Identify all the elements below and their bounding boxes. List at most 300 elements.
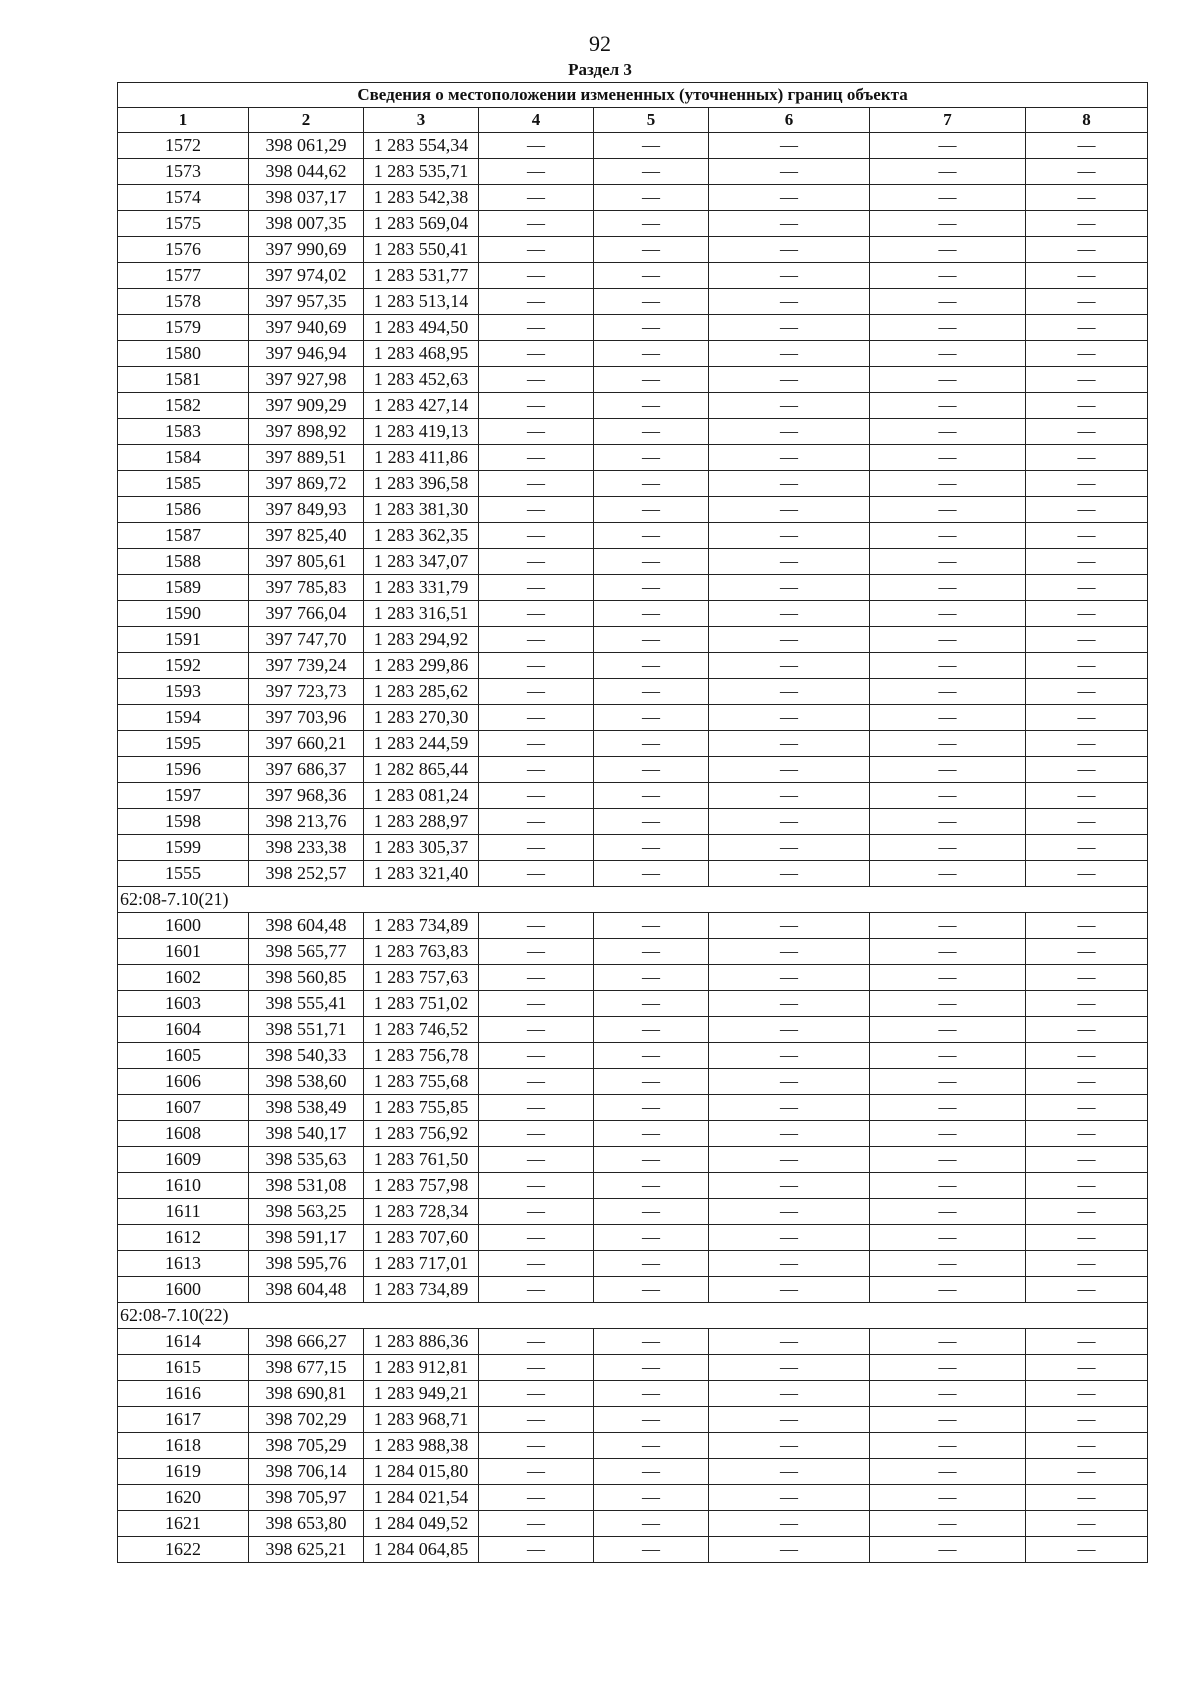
point-number-cell: 1594 [118,705,249,731]
coordinate-y-cell: 1 283 381,30 [364,497,479,523]
empty-value-cell: — [594,627,709,653]
column-number-row [118,108,1148,133]
empty-value-cell: — [479,731,594,757]
point-number-cell: 1613 [118,1251,249,1277]
point-number-cell: 1607 [118,1095,249,1121]
table-row [118,991,1148,1017]
table-caption-row [118,83,1148,108]
coordinate-x-cell: 397 909,29 [249,393,364,419]
point-number-cell: 1592 [118,653,249,679]
empty-value-cell: — [870,1225,1026,1251]
point-number-cell: 1608 [118,1121,249,1147]
empty-value-cell: — [709,1199,870,1225]
coordinate-x-cell: 398 705,97 [249,1485,364,1511]
table-row [118,341,1148,367]
coordinate-x-cell: 397 849,93 [249,497,364,523]
empty-value-cell: — [479,549,594,575]
coordinate-x-cell: 398 666,27 [249,1329,364,1355]
empty-value-cell: — [594,471,709,497]
empty-value-cell: — [594,1251,709,1277]
empty-value-cell: — [709,1095,870,1121]
table-row [118,1121,1148,1147]
empty-value-cell: — [479,185,594,211]
empty-value-cell: — [870,965,1026,991]
empty-value-cell: — [709,731,870,757]
empty-value-cell: — [870,1277,1026,1303]
table-row [118,757,1148,783]
empty-value-cell: — [1026,1381,1148,1407]
table-row [118,1199,1148,1225]
empty-value-cell: — [870,1329,1026,1355]
point-number-cell: 1604 [118,1017,249,1043]
empty-value-cell: — [709,159,870,185]
table-row [118,1277,1148,1303]
empty-value-cell: — [870,1095,1026,1121]
empty-value-cell: — [1026,523,1148,549]
coordinate-x-cell: 398 563,25 [249,1199,364,1225]
empty-value-cell: — [594,679,709,705]
point-number-cell: 1621 [118,1511,249,1537]
empty-value-cell: — [870,861,1026,887]
table-row [118,523,1148,549]
table-row [118,289,1148,315]
point-number-cell: 1589 [118,575,249,601]
empty-value-cell: — [1026,133,1148,159]
coordinate-y-cell: 1 283 081,24 [364,783,479,809]
empty-value-cell: — [479,965,594,991]
point-number-cell: 1614 [118,1329,249,1355]
point-number-cell: 1578 [118,289,249,315]
empty-value-cell: — [709,809,870,835]
empty-value-cell: — [594,237,709,263]
coordinate-y-cell: 1 283 756,78 [364,1043,479,1069]
coordinate-y-cell: 1 283 305,37 [364,835,479,861]
coordinate-x-cell: 398 538,60 [249,1069,364,1095]
empty-value-cell: — [594,1095,709,1121]
empty-value-cell: — [709,393,870,419]
empty-value-cell: — [709,133,870,159]
empty-value-cell: — [870,1381,1026,1407]
empty-value-cell: — [1026,1433,1148,1459]
coordinate-x-cell: 398 044,62 [249,159,364,185]
point-number-cell: 1583 [118,419,249,445]
empty-value-cell: — [709,1537,870,1563]
table-row [118,237,1148,263]
empty-value-cell: — [870,1251,1026,1277]
coordinate-y-cell: 1 282 865,44 [364,757,479,783]
empty-value-cell: — [1026,1017,1148,1043]
empty-value-cell: — [479,1069,594,1095]
coordinate-x-cell: 398 565,77 [249,939,364,965]
empty-value-cell: — [479,445,594,471]
empty-value-cell: — [1026,1225,1148,1251]
coordinate-y-cell: 1 283 316,51 [364,601,479,627]
empty-value-cell: — [479,757,594,783]
empty-value-cell: — [479,601,594,627]
empty-value-cell: — [870,1537,1026,1563]
coordinate-x-cell: 398 604,48 [249,913,364,939]
coordinate-y-cell: 1 283 751,02 [364,991,479,1017]
point-number-cell: 1598 [118,809,249,835]
empty-value-cell: — [1026,1407,1148,1433]
empty-value-cell: — [870,1485,1026,1511]
table-row [118,1251,1148,1277]
empty-value-cell: — [479,1329,594,1355]
coordinate-y-cell: 1 283 734,89 [364,1277,479,1303]
table-row [118,497,1148,523]
section-title: Раздел 3 [568,60,632,79]
empty-value-cell: — [479,393,594,419]
empty-value-cell: — [870,289,1026,315]
coordinate-x-cell: 398 061,29 [249,133,364,159]
parcel-label-row [118,1303,1148,1329]
empty-value-cell: — [594,393,709,419]
table-row [118,315,1148,341]
empty-value-cell: — [870,1173,1026,1199]
table-row [118,263,1148,289]
empty-value-cell: — [594,315,709,341]
empty-value-cell: — [479,783,594,809]
coordinate-x-cell: 397 805,61 [249,549,364,575]
point-number-cell: 1612 [118,1225,249,1251]
empty-value-cell: — [1026,809,1148,835]
empty-value-cell: — [479,523,594,549]
point-number-cell: 1586 [118,497,249,523]
coordinate-x-cell: 397 739,24 [249,653,364,679]
empty-value-cell: — [479,1355,594,1381]
empty-value-cell: — [870,211,1026,237]
coordinate-y-cell: 1 284 064,85 [364,1537,479,1563]
empty-value-cell: — [709,341,870,367]
empty-value-cell: — [594,263,709,289]
empty-value-cell: — [1026,419,1148,445]
coordinate-x-cell: 397 898,92 [249,419,364,445]
empty-value-cell: — [870,1433,1026,1459]
empty-value-cell: — [594,1173,709,1199]
point-number-cell: 1602 [118,965,249,991]
point-number-cell: 1591 [118,627,249,653]
table-row [118,1459,1148,1485]
empty-value-cell: — [479,1537,594,1563]
empty-value-cell: — [1026,289,1148,315]
coordinate-x-cell: 398 705,29 [249,1433,364,1459]
point-number-cell: 1575 [118,211,249,237]
empty-value-cell: — [1026,1355,1148,1381]
empty-value-cell: — [709,185,870,211]
point-number-cell: 1588 [118,549,249,575]
empty-value-cell: — [709,575,870,601]
empty-value-cell: — [709,1043,870,1069]
empty-value-cell: — [594,1329,709,1355]
empty-value-cell: — [594,731,709,757]
empty-value-cell: — [709,315,870,341]
empty-value-cell: — [594,991,709,1017]
empty-value-cell: — [870,185,1026,211]
coordinate-x-cell: 397 747,70 [249,627,364,653]
empty-value-cell: — [1026,1043,1148,1069]
empty-value-cell: — [870,575,1026,601]
table-row [118,913,1148,939]
empty-value-cell: — [870,367,1026,393]
empty-value-cell: — [709,1251,870,1277]
empty-value-cell: — [594,1017,709,1043]
empty-value-cell: — [1026,315,1148,341]
coordinate-y-cell: 1 284 021,54 [364,1485,479,1511]
column-number: 7 [870,108,1026,133]
empty-value-cell: — [1026,1147,1148,1173]
coordinate-y-cell: 1 283 294,92 [364,627,479,653]
empty-value-cell: — [1026,1251,1148,1277]
empty-value-cell: — [870,315,1026,341]
coordinate-y-cell: 1 283 362,35 [364,523,479,549]
empty-value-cell: — [709,289,870,315]
coordinate-x-cell: 397 766,04 [249,601,364,627]
table-body [118,83,1148,1563]
empty-value-cell: — [479,1173,594,1199]
empty-value-cell: — [1026,185,1148,211]
coordinate-x-cell: 397 686,37 [249,757,364,783]
coordinate-y-cell: 1 283 756,92 [364,1121,479,1147]
table-row [118,653,1148,679]
point-number-cell: 1579 [118,315,249,341]
column-number: 8 [1026,108,1148,133]
coordinate-x-cell: 398 538,49 [249,1095,364,1121]
point-number-cell: 1593 [118,679,249,705]
table-row [118,1537,1148,1563]
empty-value-cell: — [709,1225,870,1251]
table-row [118,367,1148,393]
page-number: 92 [589,31,611,56]
table-row [118,1147,1148,1173]
empty-value-cell: — [870,783,1026,809]
empty-value-cell: — [479,939,594,965]
empty-value-cell: — [709,679,870,705]
coordinate-y-cell: 1 283 299,86 [364,653,479,679]
empty-value-cell: — [870,809,1026,835]
coordinate-x-cell: 398 690,81 [249,1381,364,1407]
empty-value-cell: — [870,679,1026,705]
empty-value-cell: — [594,367,709,393]
coordinate-x-cell: 397 974,02 [249,263,364,289]
empty-value-cell: — [1026,1485,1148,1511]
empty-value-cell: — [709,263,870,289]
empty-value-cell: — [479,1381,594,1407]
empty-value-cell: — [870,159,1026,185]
table-row [118,1485,1148,1511]
coordinate-x-cell: 397 723,73 [249,679,364,705]
table-row [118,731,1148,757]
table-row [118,1069,1148,1095]
empty-value-cell: — [709,653,870,679]
empty-value-cell: — [709,1329,870,1355]
coordinate-y-cell: 1 283 542,38 [364,185,479,211]
column-number: 5 [594,108,709,133]
table-row [118,549,1148,575]
empty-value-cell: — [479,211,594,237]
empty-value-cell: — [479,1043,594,1069]
coordinate-y-cell: 1 283 763,83 [364,939,479,965]
empty-value-cell: — [479,419,594,445]
point-number-cell: 1576 [118,237,249,263]
empty-value-cell: — [870,835,1026,861]
coordinate-x-cell: 398 560,85 [249,965,364,991]
coordinate-x-cell: 398 233,38 [249,835,364,861]
point-number-cell: 1615 [118,1355,249,1381]
point-number-cell: 1581 [118,367,249,393]
table-row [118,679,1148,705]
empty-value-cell: — [479,1225,594,1251]
empty-value-cell: — [479,1459,594,1485]
empty-value-cell: — [1026,393,1148,419]
table-row [118,965,1148,991]
coordinate-x-cell: 398 551,71 [249,1017,364,1043]
empty-value-cell: — [479,705,594,731]
empty-value-cell: — [1026,445,1148,471]
coordinate-x-cell: 398 555,41 [249,991,364,1017]
table-row [118,575,1148,601]
point-number-cell: 1605 [118,1043,249,1069]
empty-value-cell: — [479,991,594,1017]
empty-value-cell: — [870,263,1026,289]
coordinate-x-cell: 398 252,57 [249,861,364,887]
empty-value-cell: — [594,1459,709,1485]
coordinate-y-cell: 1 283 347,07 [364,549,479,575]
empty-value-cell: — [479,497,594,523]
empty-value-cell: — [709,1381,870,1407]
point-number-cell: 1600 [118,1277,249,1303]
empty-value-cell: — [709,835,870,861]
empty-value-cell: — [1026,211,1148,237]
empty-value-cell: — [709,627,870,653]
empty-value-cell: — [870,393,1026,419]
table-row [118,1433,1148,1459]
empty-value-cell: — [479,289,594,315]
table-row [118,211,1148,237]
empty-value-cell: — [870,133,1026,159]
empty-value-cell: — [1026,731,1148,757]
empty-value-cell: — [1026,1277,1148,1303]
point-number-cell: 1573 [118,159,249,185]
coordinate-x-cell: 398 653,80 [249,1511,364,1537]
coordinate-y-cell: 1 283 728,34 [364,1199,479,1225]
coordinate-x-cell: 398 604,48 [249,1277,364,1303]
empty-value-cell: — [1026,1511,1148,1537]
empty-value-cell: — [1026,913,1148,939]
table-row [118,705,1148,731]
empty-value-cell: — [594,1121,709,1147]
empty-value-cell: — [870,1407,1026,1433]
point-number-cell: 1622 [118,1537,249,1563]
coordinate-x-cell: 398 702,29 [249,1407,364,1433]
empty-value-cell: — [709,237,870,263]
empty-value-cell: — [709,913,870,939]
coordinate-y-cell: 1 283 419,13 [364,419,479,445]
coordinate-y-cell: 1 283 331,79 [364,575,479,601]
table-row [118,939,1148,965]
empty-value-cell: — [709,1485,870,1511]
point-number-cell: 1582 [118,393,249,419]
coordinate-x-cell: 398 540,33 [249,1043,364,1069]
empty-value-cell: — [1026,1121,1148,1147]
empty-value-cell: — [870,1043,1026,1069]
empty-value-cell: — [1026,627,1148,653]
coordinate-x-cell: 397 946,94 [249,341,364,367]
empty-value-cell: — [594,1069,709,1095]
point-number-cell: 1610 [118,1173,249,1199]
empty-value-cell: — [870,913,1026,939]
empty-value-cell: — [870,549,1026,575]
empty-value-cell: — [709,965,870,991]
empty-value-cell: — [479,809,594,835]
coordinate-x-cell: 397 889,51 [249,445,364,471]
point-number-cell: 1617 [118,1407,249,1433]
empty-value-cell: — [709,1511,870,1537]
coordinate-y-cell: 1 283 321,40 [364,861,479,887]
empty-value-cell: — [709,861,870,887]
point-number-cell: 1580 [118,341,249,367]
coordinate-y-cell: 1 283 285,62 [364,679,479,705]
table-caption: Сведения о местоположении измененных (уточненных) границ объекта [118,83,1148,108]
empty-value-cell: — [479,1199,594,1225]
empty-value-cell: — [1026,1173,1148,1199]
table-row [118,1043,1148,1069]
empty-value-cell: — [709,445,870,471]
table-row [118,627,1148,653]
empty-value-cell: — [594,419,709,445]
empty-value-cell: — [709,1355,870,1381]
empty-value-cell: — [479,1121,594,1147]
empty-value-cell: — [594,1355,709,1381]
empty-value-cell: — [1026,861,1148,887]
empty-value-cell: — [1026,653,1148,679]
point-number-cell: 1603 [118,991,249,1017]
empty-value-cell: — [594,575,709,601]
point-number-cell: 1611 [118,1199,249,1225]
parcel-label: 62:08-7.10(22) [118,1303,1148,1329]
coordinate-x-cell: 398 037,17 [249,185,364,211]
empty-value-cell: — [479,1017,594,1043]
empty-value-cell: — [870,1121,1026,1147]
empty-value-cell: — [479,1095,594,1121]
empty-value-cell: — [479,1511,594,1537]
table-row [118,185,1148,211]
empty-value-cell: — [870,991,1026,1017]
coordinate-y-cell: 1 283 707,60 [364,1225,479,1251]
coordinate-y-cell: 1 283 554,34 [364,133,479,159]
empty-value-cell: — [594,133,709,159]
table-row [118,393,1148,419]
coordinate-y-cell: 1 283 755,85 [364,1095,479,1121]
empty-value-cell: — [870,471,1026,497]
table-row [118,1511,1148,1537]
empty-value-cell: — [479,315,594,341]
coordinate-y-cell: 1 283 988,38 [364,1433,479,1459]
table-row [118,1407,1148,1433]
empty-value-cell: — [479,1251,594,1277]
empty-value-cell: — [709,419,870,445]
coordinate-x-cell: 397 940,69 [249,315,364,341]
coordinate-y-cell: 1 283 886,36 [364,1329,479,1355]
empty-value-cell: — [479,653,594,679]
empty-value-cell: — [870,757,1026,783]
empty-value-cell: — [479,1147,594,1173]
empty-value-cell: — [709,1433,870,1459]
table-row [118,1355,1148,1381]
empty-value-cell: — [594,1511,709,1537]
coordinate-y-cell: 1 283 949,21 [364,1381,479,1407]
coordinate-x-cell: 397 660,21 [249,731,364,757]
empty-value-cell: — [479,1433,594,1459]
